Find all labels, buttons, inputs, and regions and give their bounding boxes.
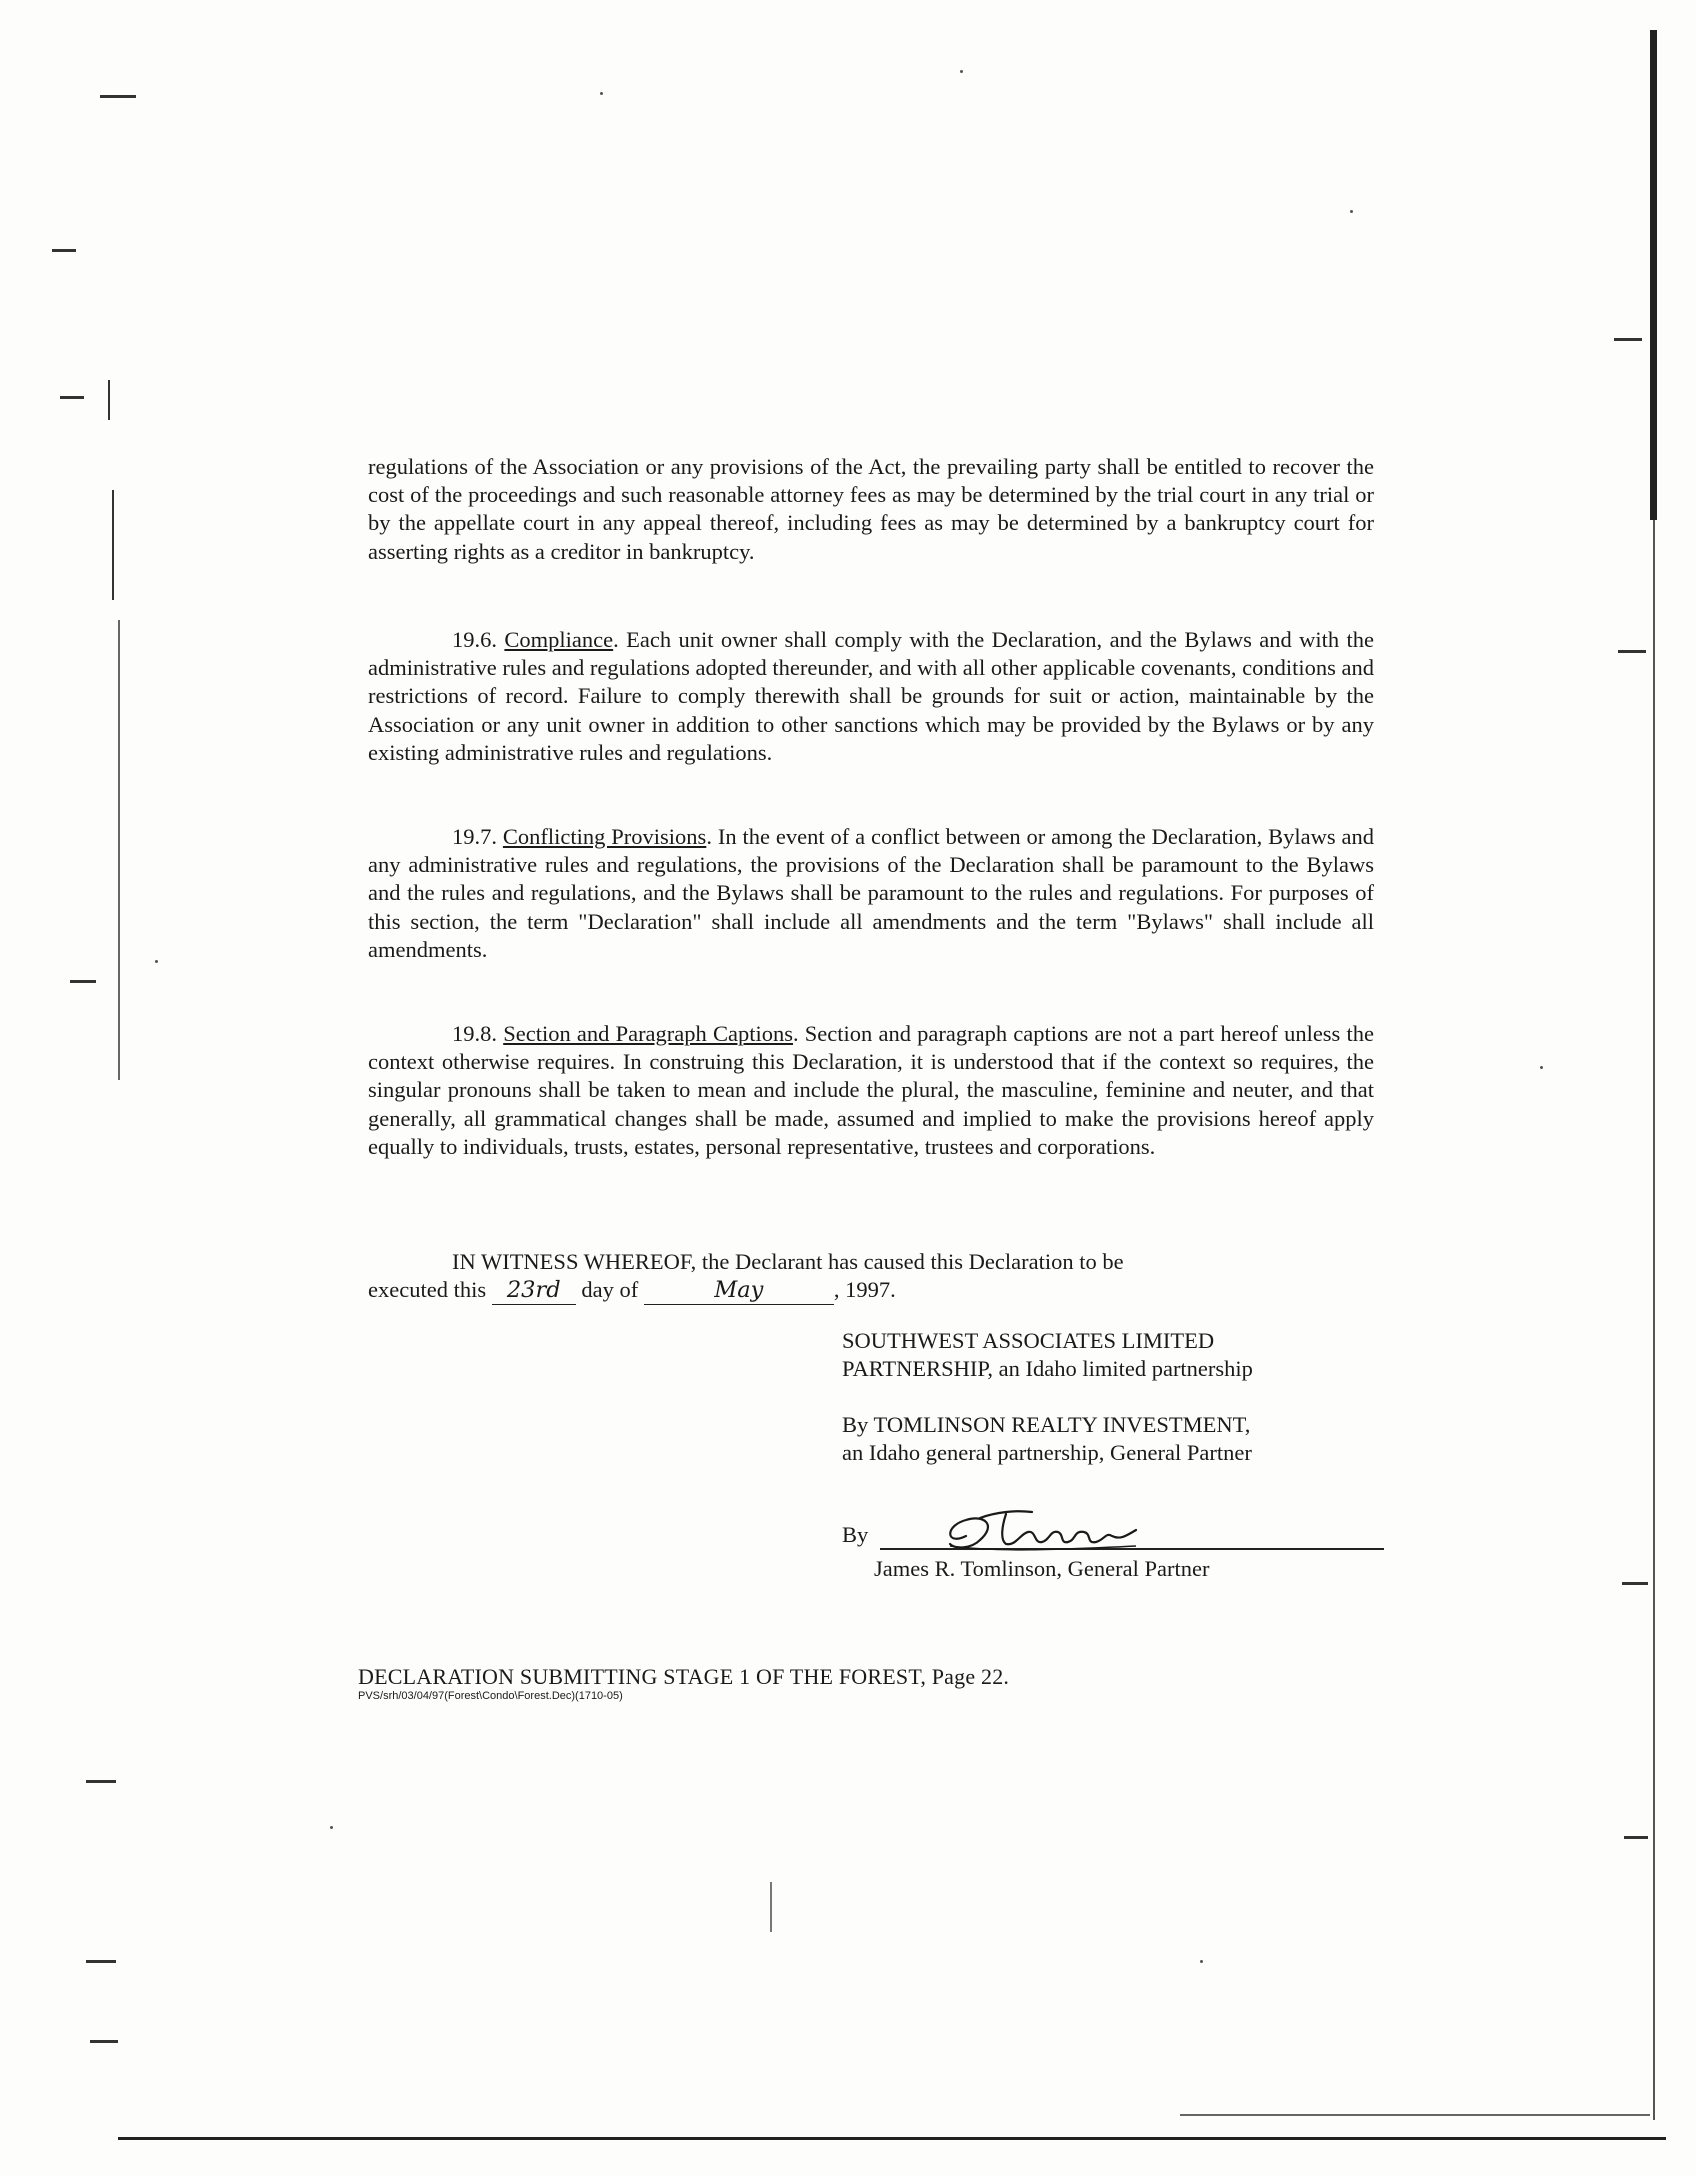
scan-speck xyxy=(1540,1066,1543,1069)
witness-line-2 xyxy=(368,1276,1374,1305)
scan-speck xyxy=(1200,1960,1203,1963)
scan-bottom-edge xyxy=(118,2137,1666,2140)
section-heading: Section and Paragraph Captions xyxy=(503,1021,793,1046)
section-heading: Conflicting Provisions xyxy=(502,824,707,849)
scan-mark xyxy=(1618,650,1646,653)
handwritten-signature xyxy=(936,1506,1156,1556)
scan-mark xyxy=(100,95,136,98)
scan-speck xyxy=(1350,210,1353,213)
scan-mark xyxy=(86,1960,116,1963)
scan-speck xyxy=(600,92,603,95)
scan-edge-line xyxy=(1653,520,1655,2120)
paragraph-19-6 xyxy=(368,626,1374,767)
party-line-1: SOUTHWEST ASSOCIATES LIMITED xyxy=(842,1328,1215,1353)
section-number: 19.7. xyxy=(452,824,497,849)
scan-bottom-edge-faint xyxy=(1180,2114,1650,2116)
executed-prefix: executed this xyxy=(368,1277,487,1303)
scan-mark xyxy=(108,380,110,420)
witness-line-1: IN WITNESS WHEREOF, the Declarant has caused this Declaration to be xyxy=(452,1249,1124,1274)
day-of-label: day of xyxy=(581,1277,639,1303)
paragraph-19-7 xyxy=(368,823,1374,964)
scan-edge-bar xyxy=(1650,30,1657,520)
scan-mark xyxy=(90,2040,118,2043)
scan-mark xyxy=(770,1882,772,1932)
paragraph-19-5-continued: regulations of the Association or any provisions of the Act, the prevailing party shall be entitled to recover the cost of the proceedings and such reasonable attorney fees as may be determined by the trial court in any trial or by the appellate court in any appeal thereof, including fees as may be determined by a bankruptcy court for asserting rights as a creditor in bankruptcy. xyxy=(368,454,1374,564)
section-body: . Section and paragraph captions are not a part hereof unless the context otherwise requires. In construing this Declaration, it is understood that if the context so requires, the singular pronouns shall be taken to mean and include the plural, the masculine, feminine and neuter, and that generally, all grammatical changes shall be made, assumed and implied to make the provisions hereof apply equally to individuals, trusts, estates, personal representative, trustees and corporations. xyxy=(368,1021,1374,1159)
section-number: 19.8. xyxy=(452,1021,497,1046)
partner-line-1: By TOMLINSON REALTY INVESTMENT, xyxy=(842,1412,1251,1437)
signer-name: James R. Tomlinson, General Partner xyxy=(874,1556,1210,1581)
section-body: . Each unit owner shall comply with the Declaration, and the Bylaws and with the administrative rules and regulations adopted thereunder, and with all other applicable covenants, conditions and restrictions of record. Failure to comply therewith shall be grounds for suit or action, maintainable by the Association or any unit owner in addition to other sanctions which may be provided by the Bylaws or by any existing administrative rules and regulations. xyxy=(368,627,1375,765)
scan-mark xyxy=(1614,338,1642,341)
scan-mark xyxy=(60,396,84,399)
general-partner xyxy=(842,1411,1402,1467)
section-number: 19.6. xyxy=(452,627,497,652)
scan-mark xyxy=(1624,1836,1648,1839)
paragraph-19-8 xyxy=(368,1020,1374,1161)
witness-clause xyxy=(368,1248,1374,1305)
section-heading: Compliance xyxy=(504,627,614,652)
scan-mark xyxy=(112,490,114,600)
footer-file-code: PVS/srh/03/04/97(Forest\Condo\Forest.Dec)(1710-05) xyxy=(358,1690,623,1702)
scan-mark xyxy=(70,980,96,983)
scan-mark xyxy=(52,249,76,252)
by-label: By xyxy=(842,1522,869,1547)
scan-mark xyxy=(86,1780,116,1783)
year-suffix: , 1997. xyxy=(833,1277,896,1303)
scan-speck xyxy=(155,960,158,963)
month-field: May xyxy=(644,1276,834,1305)
day-field: 23rd xyxy=(492,1276,576,1305)
partner-line-2: an Idaho general partnership, General Partner xyxy=(842,1440,1252,1466)
scan-mark xyxy=(1622,1582,1648,1585)
scan-mark xyxy=(118,620,120,1080)
party-line-2: PARTNERSHIP, an Idaho limited partnership xyxy=(842,1356,1253,1382)
section-body: . In the event of a conflict between or among the Declaration, Bylaws and any administrative rules and regulations, the provisions of the Declaration shall be paramount to the Bylaws and the rules and regulations, and the Bylaws shall be paramount to the rules and regulations. For purposes of this section, the term "Declaration" shall include all amendments and the term "Bylaws" shall include all amendments. xyxy=(368,824,1375,962)
footer-title: DECLARATION SUBMITTING STAGE 1 OF THE FOREST, Page 22. xyxy=(358,1664,1010,1689)
scan-speck xyxy=(960,70,963,73)
declarant-party xyxy=(842,1327,1402,1383)
scan-speck xyxy=(330,1826,333,1829)
